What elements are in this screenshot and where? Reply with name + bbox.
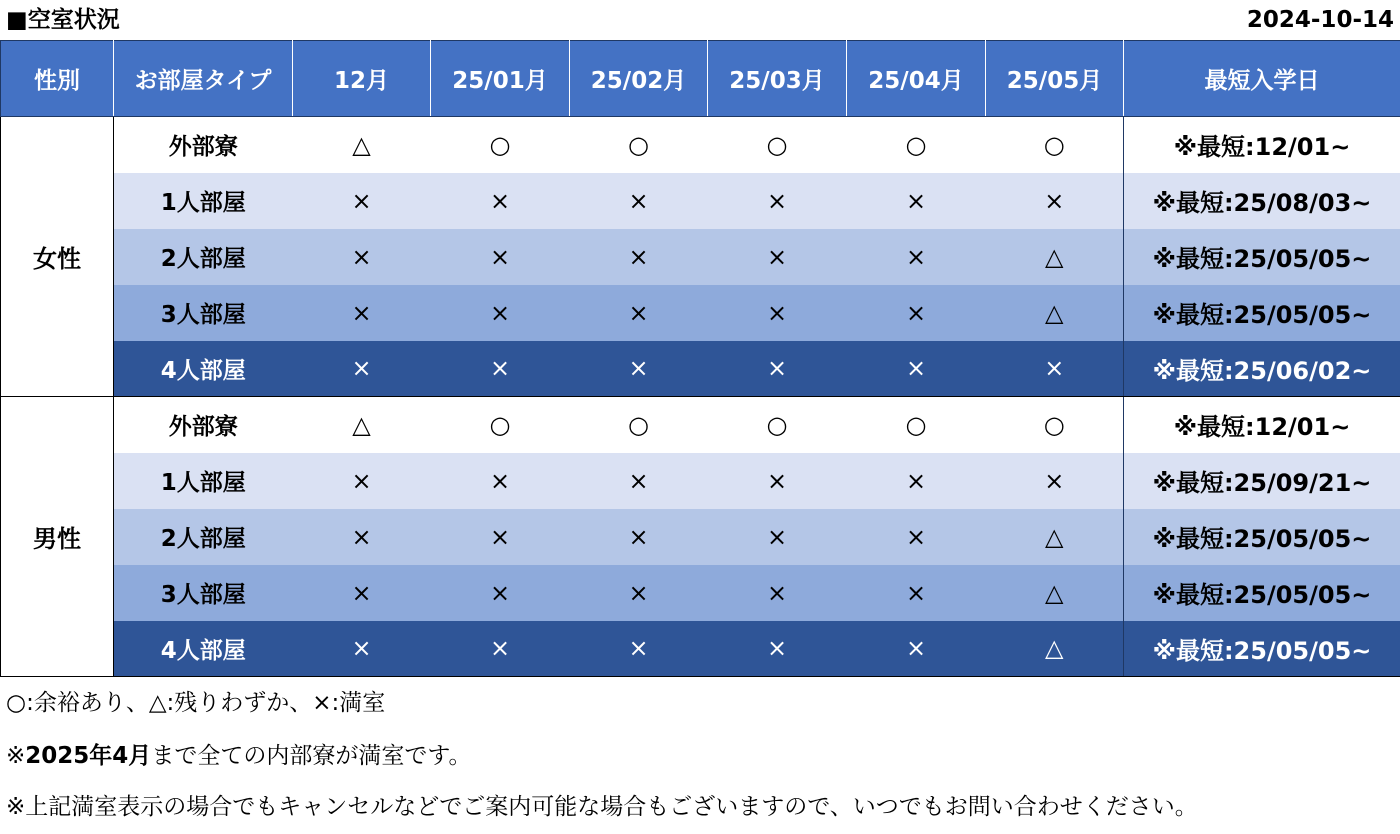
earliest-date-cell bbox=[1124, 509, 1400, 565]
table-row bbox=[1, 565, 1400, 621]
earliest-date: 25/09/21~ bbox=[1233, 469, 1372, 497]
earliest-date: 25/06/02~ bbox=[1233, 356, 1372, 385]
gender-cell-female: 女性 bbox=[1, 117, 114, 397]
earliest-prefix: ※最短: bbox=[1152, 636, 1234, 665]
earliest-prefix: ※最短: bbox=[1152, 525, 1234, 553]
room-type-cell: 1人部屋 bbox=[114, 173, 293, 229]
room-type-cell: 2人部屋 bbox=[114, 509, 293, 565]
page-title: ■空室状況 bbox=[6, 7, 120, 33]
earliest-prefix: ※最短: bbox=[1173, 413, 1255, 442]
column-header-month: 25/02月 bbox=[570, 41, 708, 117]
earliest-date: 25/05/05~ bbox=[1233, 301, 1372, 329]
availability-cell: × bbox=[708, 341, 847, 397]
availability-cell: × bbox=[847, 173, 986, 229]
availability-cell: × bbox=[293, 453, 431, 509]
earliest-date-cell bbox=[1124, 341, 1400, 397]
availability-cell: × bbox=[431, 341, 570, 397]
availability-cell: × bbox=[431, 565, 570, 621]
availability-cell: × bbox=[293, 509, 431, 565]
earliest-date: 25/05/05~ bbox=[1233, 525, 1372, 553]
availability-cell: × bbox=[570, 509, 708, 565]
availability-cell: × bbox=[847, 229, 986, 285]
earliest-date: 25/05/05~ bbox=[1233, 581, 1372, 609]
availability-cell: ○ bbox=[986, 397, 1124, 453]
availability-cell: ○ bbox=[431, 397, 570, 453]
earliest-prefix: ※最短: bbox=[1152, 469, 1234, 497]
availability-cell: △ bbox=[293, 117, 431, 173]
earliest-prefix: ※最短: bbox=[1152, 356, 1234, 385]
availability-cell: × bbox=[570, 621, 708, 677]
legend-note: ○:余裕あり、△:残りわずか、×:満室 bbox=[6, 690, 386, 716]
gender-cell-male: 男性 bbox=[1, 397, 114, 677]
availability-cell: ○ bbox=[847, 117, 986, 173]
availability-cell: ○ bbox=[570, 117, 708, 173]
availability-cell: × bbox=[570, 565, 708, 621]
note-prefix: ※ bbox=[6, 743, 26, 769]
availability-cell: × bbox=[293, 621, 431, 677]
earliest-date: 12/01~ bbox=[1254, 413, 1351, 442]
availability-cell: × bbox=[570, 341, 708, 397]
availability-cell: × bbox=[986, 453, 1124, 509]
earliest-date-cell bbox=[1124, 397, 1400, 453]
table-row bbox=[1, 285, 1400, 341]
availability-cell: × bbox=[431, 621, 570, 677]
table-row bbox=[1, 453, 1400, 509]
availability-cell: × bbox=[570, 229, 708, 285]
availability-cell: × bbox=[847, 565, 986, 621]
availability-cell: ○ bbox=[847, 397, 986, 453]
availability-cell: × bbox=[708, 285, 847, 341]
room-type-cell: 3人部屋 bbox=[114, 285, 293, 341]
room-type-cell: 4人部屋 bbox=[114, 621, 293, 677]
availability-cell: × bbox=[293, 285, 431, 341]
room-type-cell: 4人部屋 bbox=[114, 341, 293, 397]
report-date: 2024-10-14 bbox=[1246, 7, 1394, 33]
earliest-prefix: ※最短: bbox=[1152, 581, 1234, 609]
availability-cell: × bbox=[431, 285, 570, 341]
room-type-cell: 外部寮 bbox=[114, 117, 293, 173]
room-type-cell: 2人部屋 bbox=[114, 229, 293, 285]
table-row bbox=[1, 229, 1400, 285]
dorm-full-note bbox=[6, 741, 471, 771]
table-row bbox=[1, 173, 1400, 229]
availability-cell: × bbox=[847, 341, 986, 397]
availability-cell: × bbox=[570, 453, 708, 509]
room-type-cell: 3人部屋 bbox=[114, 565, 293, 621]
earliest-date-cell bbox=[1124, 117, 1400, 173]
note-text: まで全ての内部寮が満室です。 bbox=[151, 743, 472, 769]
table-row bbox=[1, 117, 1400, 173]
availability-cell: × bbox=[847, 621, 986, 677]
earliest-date-cell bbox=[1124, 453, 1400, 509]
table-row bbox=[1, 341, 1400, 397]
earliest-prefix: ※最短: bbox=[1152, 301, 1234, 329]
column-header-gender: 性別 bbox=[1, 41, 114, 117]
availability-cell: ○ bbox=[570, 397, 708, 453]
availability-cell: ○ bbox=[986, 117, 1124, 173]
column-header-month: 25/04月 bbox=[847, 41, 986, 117]
availability-cell: × bbox=[293, 565, 431, 621]
availability-cell: × bbox=[570, 173, 708, 229]
availability-cell: × bbox=[847, 453, 986, 509]
column-header-month: 25/01月 bbox=[431, 41, 570, 117]
column-header-month: 12月 bbox=[293, 41, 431, 117]
availability-cell: × bbox=[708, 565, 847, 621]
column-header-month: 25/03月 bbox=[708, 41, 847, 117]
availability-cell: × bbox=[708, 621, 847, 677]
availability-cell: × bbox=[708, 453, 847, 509]
availability-cell: × bbox=[293, 229, 431, 285]
earliest-date-cell bbox=[1124, 173, 1400, 229]
availability-table bbox=[0, 40, 1400, 677]
availability-cell: × bbox=[431, 453, 570, 509]
earliest-date-cell bbox=[1124, 565, 1400, 621]
availability-cell: × bbox=[431, 173, 570, 229]
availability-cell: × bbox=[293, 173, 431, 229]
availability-cell: × bbox=[986, 173, 1124, 229]
room-type-cell: 1人部屋 bbox=[114, 453, 293, 509]
availability-cell: △ bbox=[986, 285, 1124, 341]
availability-cell: × bbox=[570, 285, 708, 341]
availability-cell: ○ bbox=[708, 397, 847, 453]
earliest-date-cell bbox=[1124, 621, 1400, 677]
availability-cell: × bbox=[986, 341, 1124, 397]
availability-cell: × bbox=[431, 509, 570, 565]
earliest-date: 12/01~ bbox=[1254, 133, 1351, 162]
earliest-date: 25/05/05~ bbox=[1233, 636, 1372, 665]
availability-cell: × bbox=[293, 341, 431, 397]
room-type-cell: 外部寮 bbox=[114, 397, 293, 453]
cancellation-note: ※上記満室表示の場合でもキャンセルなどでご案内可能な場合もございますので、いつでもお問い合わせください。 bbox=[6, 794, 1198, 820]
availability-cell: △ bbox=[293, 397, 431, 453]
availability-cell: × bbox=[431, 229, 570, 285]
earliest-date-cell bbox=[1124, 229, 1400, 285]
availability-cell: × bbox=[847, 285, 986, 341]
availability-cell: × bbox=[708, 509, 847, 565]
table-row bbox=[1, 397, 1400, 453]
table-header-row bbox=[1, 41, 1400, 117]
table-row bbox=[1, 509, 1400, 565]
availability-cell: × bbox=[708, 173, 847, 229]
column-header-room-type: お部屋タイプ bbox=[114, 41, 293, 117]
earliest-prefix: ※最短: bbox=[1152, 245, 1234, 273]
earliest-prefix: ※最短: bbox=[1152, 189, 1234, 217]
column-header-month: 25/05月 bbox=[986, 41, 1124, 117]
availability-cell: × bbox=[708, 229, 847, 285]
earliest-date: 25/08/03~ bbox=[1233, 189, 1372, 217]
availability-cell: △ bbox=[986, 509, 1124, 565]
table-row bbox=[1, 621, 1400, 677]
availability-cell: △ bbox=[986, 229, 1124, 285]
availability-cell: △ bbox=[986, 565, 1124, 621]
earliest-date: 25/05/05~ bbox=[1233, 245, 1372, 273]
earliest-date-cell bbox=[1124, 285, 1400, 341]
availability-cell: ○ bbox=[708, 117, 847, 173]
note-highlight: 2025年4月 bbox=[25, 743, 152, 769]
availability-cell: △ bbox=[986, 621, 1124, 677]
availability-cell: ○ bbox=[431, 117, 570, 173]
availability-cell: × bbox=[847, 509, 986, 565]
column-header-earliest-date: 最短入学日 bbox=[1124, 41, 1400, 117]
earliest-prefix: ※最短: bbox=[1173, 133, 1255, 162]
